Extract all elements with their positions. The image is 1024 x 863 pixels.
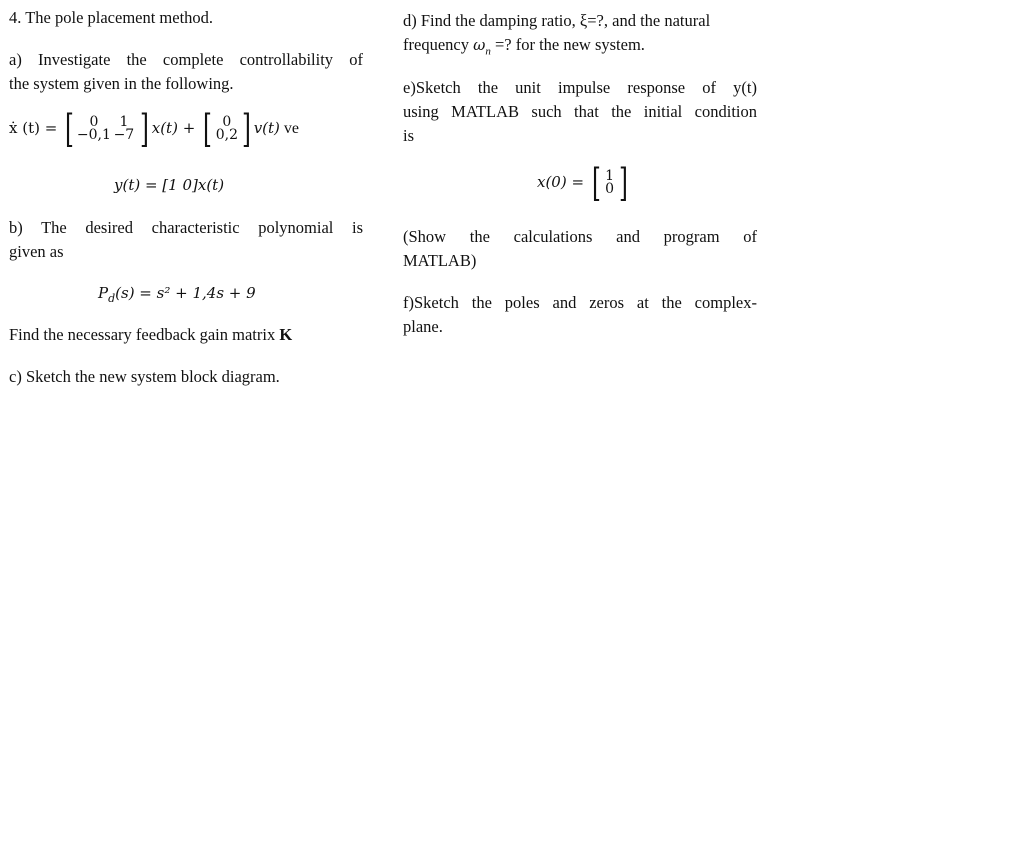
matrix-a (77, 116, 137, 142)
output-equation: y(t) = [1 0]x(t) (114, 176, 225, 194)
state-eq-ve: ve (279, 120, 300, 137)
gain-k-label: K (279, 325, 293, 344)
a22: −7 (113, 127, 135, 143)
part-f-line-2: plane. (403, 317, 443, 336)
part-f-line-1: f)Sketch the poles and zeros at the complex- (403, 293, 757, 312)
x0-1: 1 (605, 168, 615, 184)
a12: 1 (119, 114, 129, 130)
x0-lhs: x(0) = (537, 173, 589, 191)
part-f-text (403, 291, 757, 339)
state-equation: ẋ (t) = [ 0 1 −0,1 −7 ] x(t) + [ 0 0,2 ] v(t) ve (9, 107, 300, 151)
b2: 0,2 (215, 127, 238, 143)
show-text (403, 225, 757, 273)
part-e-text (403, 76, 757, 148)
part-b-line-1: b) The desired characteristic polynomial is (9, 218, 363, 237)
part-e-line-3: is (403, 126, 415, 145)
part-a-line-1: a) Investigate the complete controllability of (9, 50, 363, 69)
poly-rest: (s) = s² + 1,4s + 9 (115, 284, 256, 302)
show-line-2: MATLAB) (403, 251, 477, 270)
state-eq-mid: x(t) + (151, 119, 201, 137)
part-d-text (403, 9, 757, 63)
part-d-line-2: frequency $\omega_n$ =? for the new system. (403, 35, 645, 58)
x0-2: 0 (605, 181, 615, 197)
poly-p: P (98, 284, 109, 302)
problem-title: 4. The pole placement method. (9, 8, 214, 27)
state-eq-lhs: ẋ (t) = (9, 119, 63, 137)
part-c-text: c) Sketch the new system block diagram. (9, 367, 280, 386)
part-e-line-2: using MATLAB such that the initial condition (403, 102, 757, 121)
initial-condition: x(0) = [ 1 0 ] (537, 161, 628, 205)
matrix-b (215, 116, 239, 142)
part-b-text (9, 216, 363, 264)
part-a-text (9, 48, 363, 96)
show-line-1: (Show the calculations and program of (403, 227, 757, 246)
a11: 0 (89, 114, 99, 130)
b1: 0 (222, 114, 232, 130)
desired-polynomial (98, 284, 256, 305)
x0-vector (604, 170, 616, 196)
omega-symbol: ω (473, 36, 486, 54)
part-d-line-1: d) Find the damping ratio, ξ=?, and the natural (403, 11, 711, 30)
state-eq-input: v(t) (253, 119, 280, 137)
part-b-line-2: given as (9, 242, 64, 261)
poly-sub: d (108, 292, 116, 305)
a21: −0,1 (76, 127, 111, 143)
find-k-text: Find the necessary feedback gain matrix K (9, 325, 293, 344)
part-a-line-2: the system given in the following. (9, 74, 234, 93)
part-e-line-1: e)Sketch the unit impulse response of y(t) (403, 78, 757, 97)
